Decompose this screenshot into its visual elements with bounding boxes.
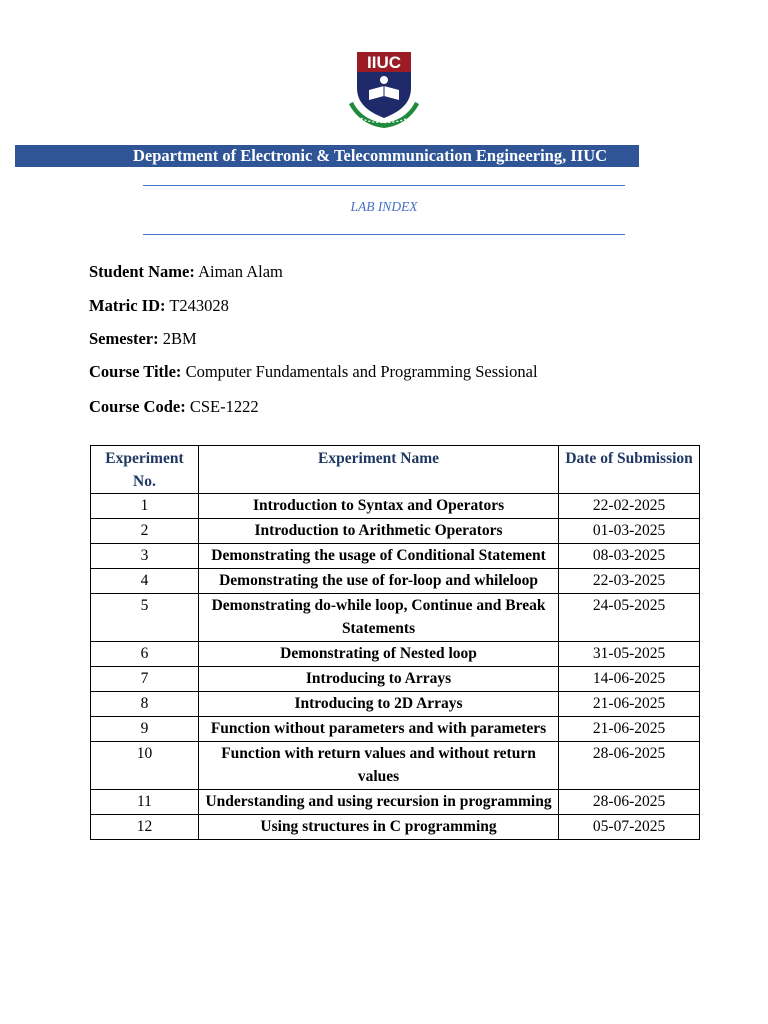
table-row [91, 642, 700, 667]
submission-date: 22-03-2025 [559, 569, 700, 594]
student-name-line [89, 262, 283, 282]
logo-text: IIUC [367, 53, 401, 72]
experiment-no: 7 [91, 667, 199, 692]
experiment-name: Using structures in C programming [198, 815, 558, 840]
experiment-name: Introducing to 2D Arrays [198, 692, 558, 717]
divider-top [143, 185, 625, 186]
iiuc-logo [345, 48, 423, 132]
submission-date: 21-06-2025 [559, 717, 700, 742]
table-row [91, 717, 700, 742]
experiment-no: 11 [91, 790, 199, 815]
submission-date: 21-06-2025 [559, 692, 700, 717]
submission-date: 08-03-2025 [559, 544, 700, 569]
header-experiment-name: Experiment Name [198, 446, 558, 494]
submission-date: 05-07-2025 [559, 815, 700, 840]
semester-label: Semester: [89, 329, 159, 348]
table-header-row [91, 446, 700, 494]
experiment-name: Demonstrating of Nested loop [198, 642, 558, 667]
semester-value: 2BM [162, 329, 197, 348]
course-title-value: Computer Fundamentals and Programming Sessional [185, 362, 538, 381]
experiment-name: Demonstrating do-while loop, Continue and Break Statements [198, 594, 558, 642]
experiment-no: 5 [91, 594, 199, 642]
experiment-no: 8 [91, 692, 199, 717]
department-title: Department of Electronic & Telecommunication Engineering, IIUC [133, 146, 608, 165]
experiment-no: 4 [91, 569, 199, 594]
experiment-name: Function without parameters and with parameters [198, 717, 558, 742]
semester-line [89, 329, 197, 349]
course-code-value: CSE-1222 [189, 397, 259, 416]
experiment-name: Introduction to Arithmetic Operators [198, 519, 558, 544]
student-name-value: Aiman Alam [198, 262, 283, 281]
submission-date: 28-06-2025 [559, 790, 700, 815]
submission-date: 31-05-2025 [559, 642, 700, 667]
experiment-no: 3 [91, 544, 199, 569]
experiment-name: Introducing to Arrays [198, 667, 558, 692]
submission-date: 01-03-2025 [559, 519, 700, 544]
experiment-no: 2 [91, 519, 199, 544]
experiment-name: Introduction to Syntax and Operators [198, 494, 558, 519]
experiment-name: Demonstrating the use of for-loop and whileloop [198, 569, 558, 594]
table-row [91, 692, 700, 717]
table-row [91, 544, 700, 569]
table-row [91, 569, 700, 594]
student-name-label: Student Name: [89, 262, 195, 281]
experiment-name: Demonstrating the usage of Conditional Statement [198, 544, 558, 569]
header-date-of-submission: Date of Submission [559, 446, 700, 494]
lab-index-table [90, 445, 700, 840]
submission-date: 22-02-2025 [559, 494, 700, 519]
matric-id-line [89, 296, 229, 316]
table-row [91, 790, 700, 815]
submission-date: 28-06-2025 [559, 742, 700, 790]
table-row [91, 667, 700, 692]
submission-date: 24-05-2025 [559, 594, 700, 642]
experiment-no: 10 [91, 742, 199, 790]
matric-id-value: T243028 [169, 296, 229, 315]
table-row [91, 742, 700, 790]
experiment-no: 12 [91, 815, 199, 840]
matric-id-label: Matric ID: [89, 296, 166, 315]
course-code-line [89, 397, 259, 417]
table-row [91, 519, 700, 544]
experiment-name: Understanding and using recursion in programming [198, 790, 558, 815]
course-code-label: Course Code: [89, 397, 186, 416]
header-experiment-no: Experiment No. [91, 446, 199, 494]
table-row [91, 594, 700, 642]
experiment-no: 9 [91, 717, 199, 742]
course-title-label: Course Title: [89, 362, 182, 381]
experiment-no: 6 [91, 642, 199, 667]
submission-date: 14-06-2025 [559, 667, 700, 692]
lab-index-subtitle: LAB INDEX [350, 199, 418, 214]
table-row [91, 494, 700, 519]
divider-bottom [143, 234, 625, 235]
experiment-name: Function with return values and without return values [198, 742, 558, 790]
experiment-no: 1 [91, 494, 199, 519]
course-title-line [89, 362, 538, 382]
table-row [91, 815, 700, 840]
